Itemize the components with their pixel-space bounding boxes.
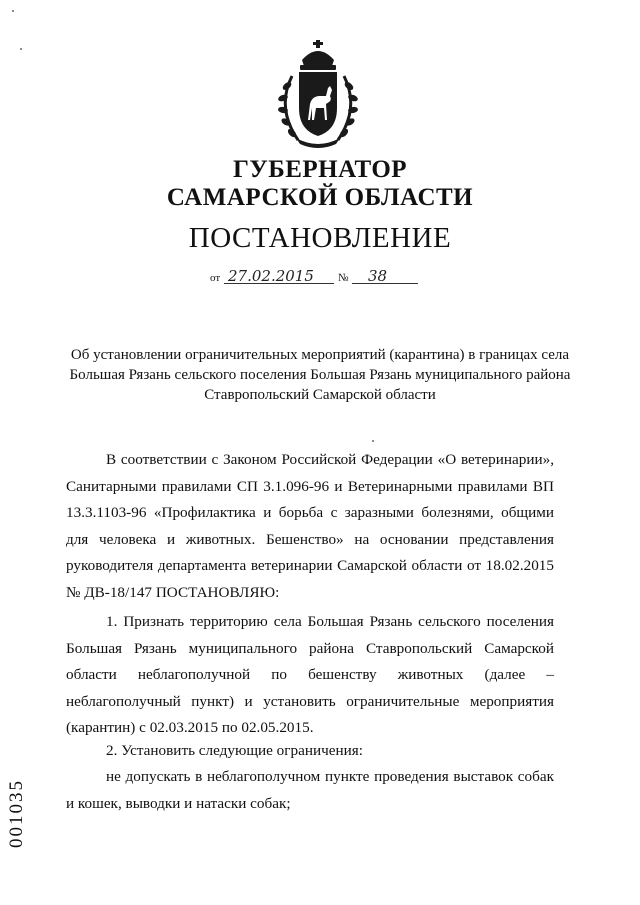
scan-speck	[20, 48, 22, 50]
scan-speck	[12, 10, 14, 12]
number-label: №	[338, 272, 349, 284]
document-subject: Об установлении ограничительных мероприятий (карантина) в границах села Большая Рязань сельского поселения Большая Рязань муниципального района Ставропольский Самарской области	[69, 347, 571, 403]
scan-speck	[372, 440, 374, 442]
paragraph-text: не допускать в неблагополучном пункте проведения выставок собак и кошек, выводки и натаски собак;	[66, 768, 554, 812]
body-paragraph-item-2	[66, 738, 554, 765]
body-paragraph-preamble	[66, 447, 554, 606]
paragraph-text: В соответствии с Законом Российской Федерации «О ветеринарии», Санитарными правилами СП 3.1.096-96 и Ветеринарными правилами ВП 13.3.1103-96 «Профилактика и борьба с заразными болезнями, общими для человека и животных. Бешенство» на основании представления руководителя департамента ветеринарии Самарской области от 18.02.2015 № ДВ-18/147 ПОСТАНОВЛЯЮ:	[66, 451, 554, 601]
paragraph-text: 2. Установить следующие ограничения:	[106, 742, 363, 759]
handwritten-number: 38	[368, 267, 388, 285]
region-title: САМАРСКОЙ ОБЛАСТИ	[166, 184, 474, 211]
document-type-title: ПОСТАНОВЛЕНИЕ	[188, 222, 452, 254]
body-paragraph-item-1	[66, 609, 554, 742]
governor-title: ГУБЕРНАТОР	[232, 156, 408, 183]
date-number-line	[210, 266, 430, 288]
body-paragraph-restriction	[66, 764, 554, 817]
handwritten-date: 27.02.2015	[228, 267, 314, 285]
paragraph-text: 1. Признать территорию села Большая Рязань сельского поселения Большая Рязань муниципального района Ставропольский Самарской области неблагополучной по бешенству животных (далее – неблагополучный пункт) и установить ограничительные мероприятия (карантин) с 02.03.2015 по 02.05.2015.	[66, 613, 554, 736]
coat-of-arms-emblem	[272, 38, 364, 150]
date-from-label: от	[210, 272, 221, 284]
page-serial-number: 001035	[6, 779, 27, 848]
